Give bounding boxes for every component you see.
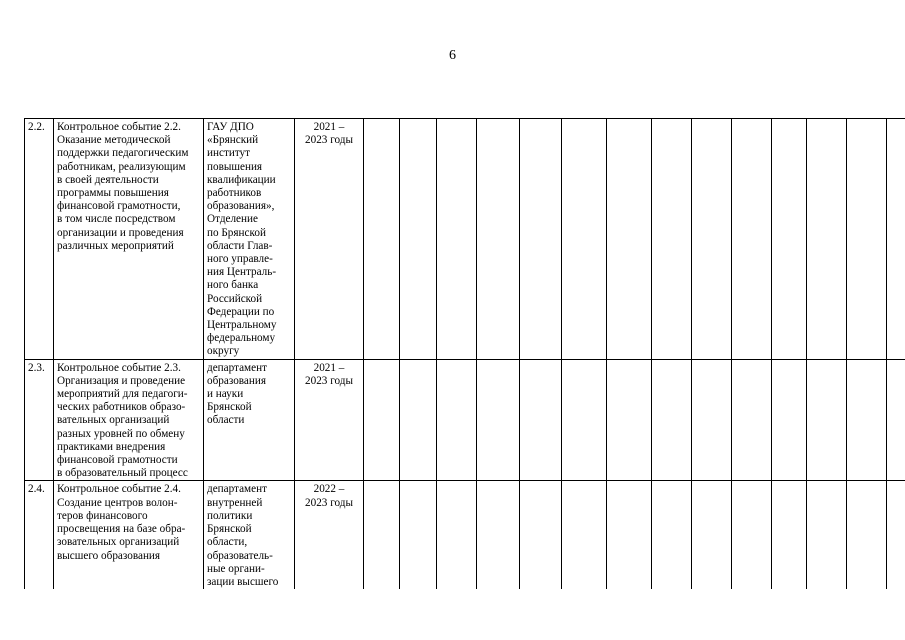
- empty-cell: [520, 359, 562, 481]
- empty-cell: [477, 119, 520, 360]
- empty-cell: [732, 119, 772, 360]
- period-cell: 2022 – 2023 годы: [295, 481, 364, 589]
- empty-cell: [520, 481, 562, 589]
- empty-cell: [364, 481, 400, 589]
- event-cell: Контрольное событие 2.3. Организация и проведение мероприятий для педагоги- ческих работников образо- вательных организаций разных уровней по обмену практиками внедрения финансовой грамотности в образовательный процесс: [54, 359, 204, 481]
- empty-cell: [887, 359, 905, 481]
- empty-cell: [607, 119, 652, 360]
- row-number: 2.4.: [25, 481, 54, 589]
- empty-cell: [887, 119, 905, 360]
- empty-cell: [562, 119, 607, 360]
- empty-cell: [437, 481, 477, 589]
- empty-cell: [437, 119, 477, 360]
- page-number: 6: [449, 48, 456, 63]
- event-cell: Контрольное событие 2.2. Оказание методической поддержки педагогическим работникам, реализующим в своей деятельности программы повышения финансовой грамотности, в том числе посредством организации и проведения различных мероприятий: [54, 119, 204, 360]
- empty-cell: [807, 481, 847, 589]
- empty-cell: [847, 359, 887, 481]
- table-row: [25, 119, 905, 360]
- row-number: 2.2.: [25, 119, 54, 360]
- empty-cell: [562, 359, 607, 481]
- table-row: [25, 359, 905, 481]
- empty-cell: [400, 119, 437, 360]
- empty-cell: [400, 481, 437, 589]
- plan-table: [24, 118, 905, 589]
- empty-cell: [364, 119, 400, 360]
- empty-cell: [847, 481, 887, 589]
- executor-cell: департамент образования и науки Брянской области: [204, 359, 295, 481]
- period-cell: 2021 – 2023 годы: [295, 119, 364, 360]
- empty-cell: [732, 359, 772, 481]
- table-row: [25, 481, 905, 589]
- empty-cell: [562, 481, 607, 589]
- row-number: 2.3.: [25, 359, 54, 481]
- empty-cell: [772, 359, 807, 481]
- period-cell: 2021 – 2023 годы: [295, 359, 364, 481]
- empty-cell: [652, 119, 692, 360]
- executor-cell: ГАУ ДПО «Брянский институт повышения квалификации работников образования», Отделение по Брянской области Глав- ного управле- ния Централь- ного банка Российской Федерации по Центральному федеральному округу: [204, 119, 295, 360]
- empty-cell: [652, 359, 692, 481]
- empty-cell: [400, 359, 437, 481]
- empty-cell: [807, 359, 847, 481]
- empty-cell: [607, 359, 652, 481]
- empty-cell: [807, 119, 847, 360]
- empty-cell: [652, 481, 692, 589]
- empty-cell: [692, 359, 732, 481]
- event-cell: Контрольное событие 2.4. Создание центров волон- теров финансового просвещения на базе обра- зовательных организаций высшего образования: [54, 481, 204, 589]
- empty-cell: [772, 119, 807, 360]
- empty-cell: [847, 119, 887, 360]
- empty-cell: [364, 359, 400, 481]
- executor-cell: департамент внутренней политики Брянской области, образователь- ные органи- зации высшего: [204, 481, 295, 589]
- empty-cell: [477, 481, 520, 589]
- empty-cell: [437, 359, 477, 481]
- empty-cell: [887, 481, 905, 589]
- empty-cell: [520, 119, 562, 360]
- empty-cell: [732, 481, 772, 589]
- empty-cell: [692, 481, 732, 589]
- empty-cell: [607, 481, 652, 589]
- empty-cell: [692, 119, 732, 360]
- empty-cell: [477, 359, 520, 481]
- empty-cell: [772, 481, 807, 589]
